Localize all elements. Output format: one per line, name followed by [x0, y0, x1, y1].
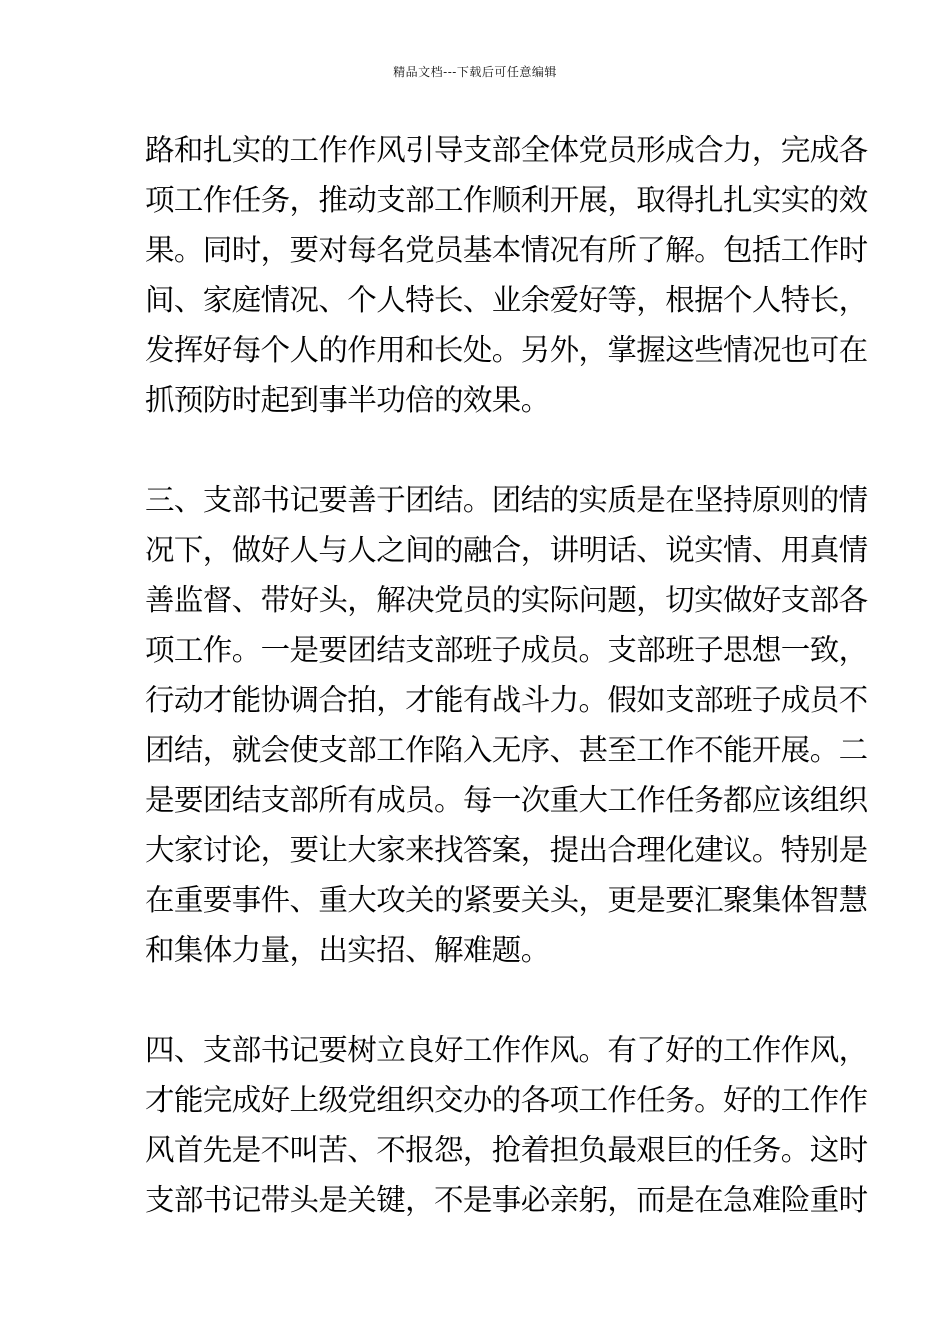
- text-line: 支部书记带头是关键，不是事必亲躬，而是在急难险重时: [145, 1183, 868, 1217]
- text-line: 路和扎实的工作作风引导支部全体党员形成合力，完成各: [145, 133, 868, 167]
- document-body: [145, 125, 868, 1225]
- page-header: 精品文档---下载后可任意编辑: [393, 65, 557, 79]
- text-line: 项工作任务，推动支部工作顺利开展，取得扎扎实实的效: [145, 183, 868, 217]
- paragraph-gap: [145, 975, 813, 1025]
- text-line: 四、支部书记要树立良好工作作风。有了好的工作作风，: [145, 1033, 868, 1067]
- text-line: 和集体力量，出实招、解难题。: [145, 933, 550, 967]
- text-line: 团结，就会使支部工作陷入无序、甚至工作不能开展。二: [145, 733, 868, 767]
- paragraph-gap: [145, 425, 813, 475]
- text-line: 大家讨论，要让大家来找答案，提出合理化建议。特别是: [145, 833, 868, 867]
- text-line: 果。同时，要对每名党员基本情况有所了解。包括工作时: [145, 233, 868, 267]
- text-line: 在重要事件、重大攻关的紧要关头，更是要汇聚集体智慧: [145, 883, 868, 917]
- text-line: 项工作。一是要团结支部班子成员。支部班子思想一致，: [145, 633, 868, 667]
- text-line: 善监督、带好头，解决党员的实际问题，切实做好支部各: [145, 583, 868, 617]
- paragraph-3: [145, 1025, 868, 1225]
- text-line: 抓预防时起到事半功倍的效果。: [145, 383, 550, 417]
- text-line: 间、家庭情况、个人特长、业余爱好等，根据个人特长，: [145, 283, 868, 317]
- text-line: 才能完成好上级党组织交办的各项工作任务。好的工作作: [145, 1083, 868, 1117]
- paragraph-1: [145, 125, 868, 425]
- text-line: 三、支部书记要善于团结。团结的实质是在坚持原则的情: [145, 483, 868, 517]
- text-line: 行动才能协调合拍，才能有战斗力。假如支部班子成员不: [145, 683, 868, 717]
- text-line: 发挥好每个人的作用和长处。另外，掌握这些情况也可在: [145, 333, 868, 367]
- text-line: 是要团结支部所有成员。每一次重大工作任务都应该组织: [145, 783, 868, 817]
- paragraph-2: [145, 475, 868, 975]
- text-line: 况下，做好人与人之间的融合，讲明话、说实情、用真情: [145, 533, 868, 567]
- text-line: 风首先是不叫苦、不报怨，抢着担负最艰巨的任务。这时: [145, 1133, 868, 1167]
